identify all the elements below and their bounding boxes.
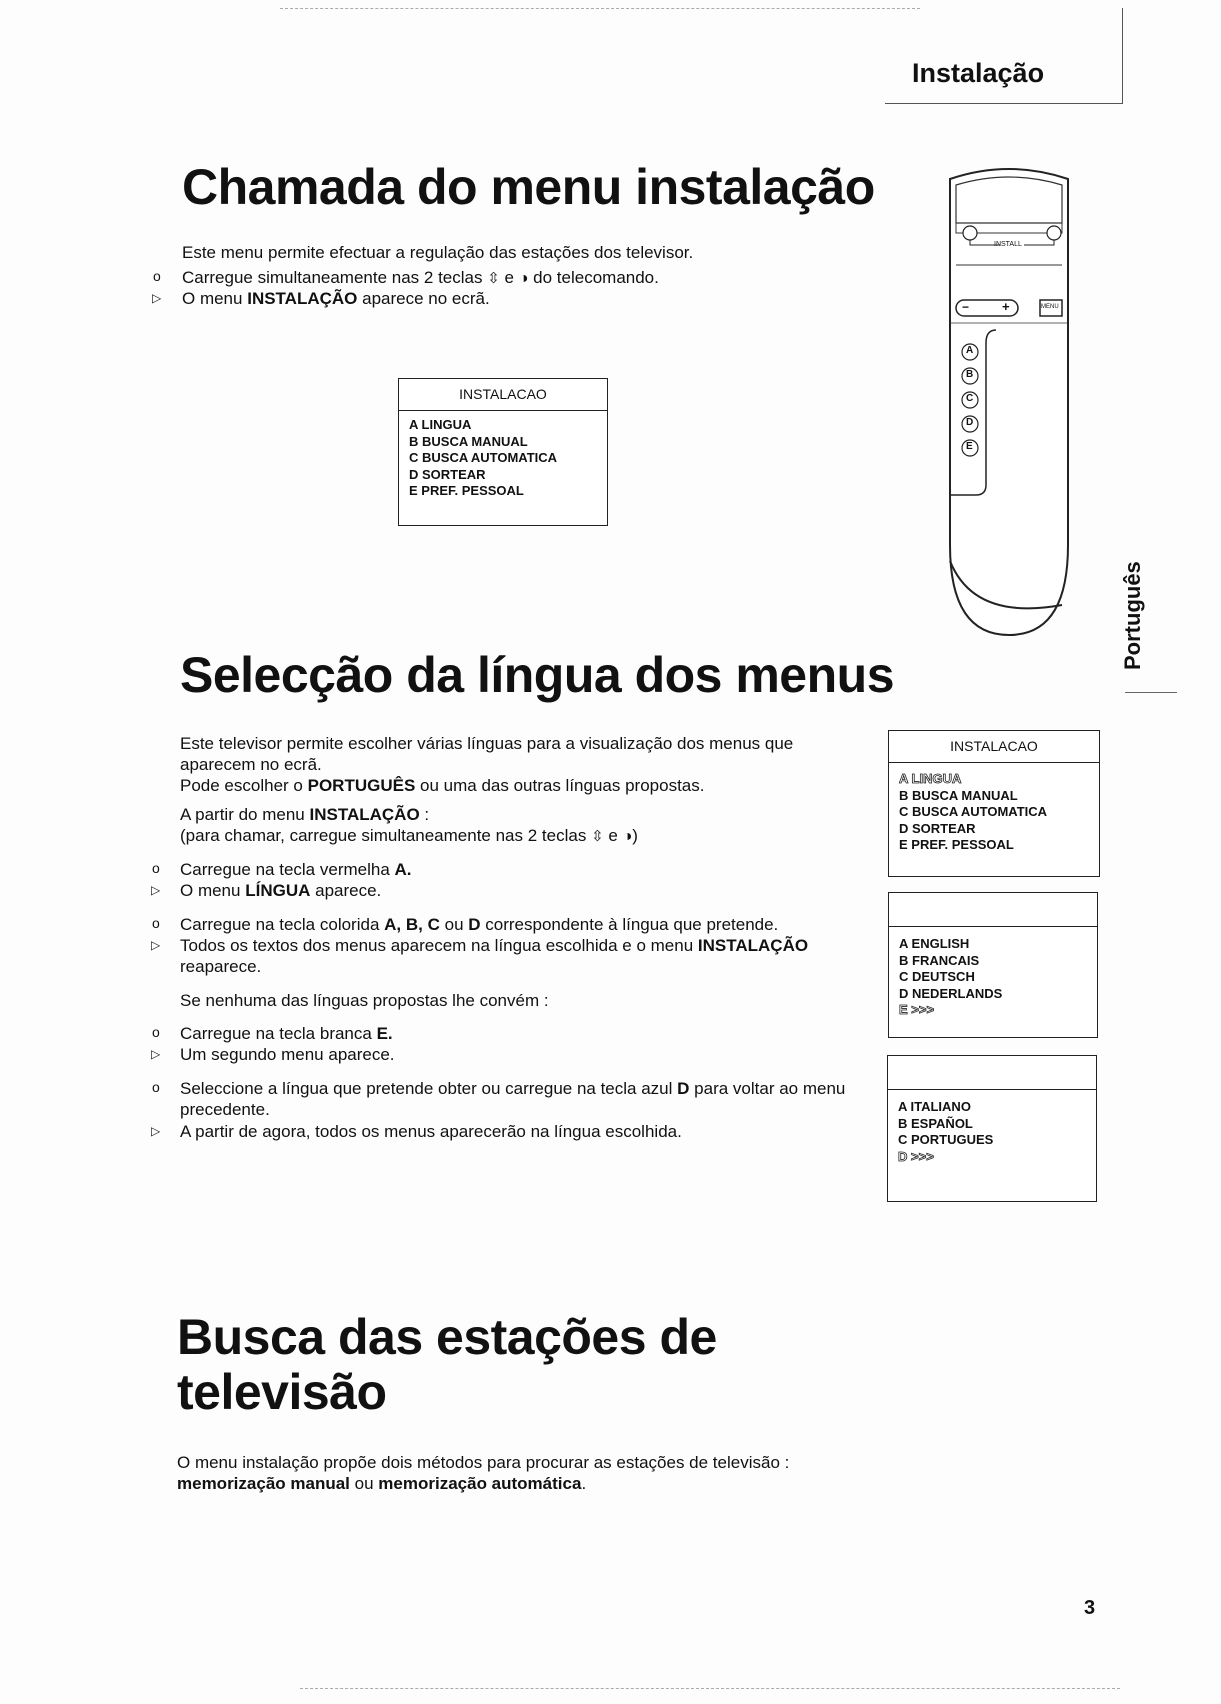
text: ) [632,826,638,845]
section1-heading: Chamada do menu instalação [182,159,875,215]
result-marker [151,937,171,952]
section2-step3 [180,1023,393,1044]
text: ou [354,1474,374,1493]
text-bold: INSTALAÇÃO [309,805,420,824]
section1-step1 [182,267,659,289]
language-menu-screen-2 [887,1055,1097,1202]
section2-step4 [180,1078,860,1120]
section2-p5: Se nenhuma das línguas propostas lhe convém : [180,991,549,1010]
text: reaparece. [180,957,262,976]
text: O menu instalação propõe dois métodos para procurar as estações de televisão : [177,1453,790,1472]
text-bold: D [677,1079,690,1098]
text: (para chamar, carregue simultaneamente nas 2 teclas [180,826,587,845]
section1-result1 [182,288,490,309]
section2-result2 [180,935,820,977]
menu-item: C PORTUGUES [898,1132,994,1147]
header-vertical-rule [1122,8,1123,104]
menu-item: A ENGLISH [899,936,970,951]
menu-item: A LINGUA [409,417,472,432]
section2-step2 [180,914,778,935]
section2-p3 [180,804,429,825]
remote-minus-key: − [962,300,970,314]
section3-p1 [177,1452,877,1494]
text-bold: D [468,915,481,934]
remote-control-drawing [944,165,1074,643]
remote-control-illustration [944,165,1074,643]
page-number: 3 [1084,1597,1096,1619]
menu-items [888,1090,1096,1165]
result-marker [152,290,172,305]
installation-menu-screen-2 [888,730,1100,877]
language-tab-label: Português [1120,561,1145,670]
text: Seleccione a língua que pretende obter ou carregue na tecla azul [180,1079,673,1098]
key-highlight: E [899,1002,908,1017]
remote-key-a: A [966,345,974,356]
text-bold: LÍNGUA [245,881,311,900]
language-menu-screen-1 [888,892,1098,1038]
text: Carregue na tecla colorida [180,915,380,934]
text-bold: E. [376,1024,393,1043]
section2-p2 [180,775,704,796]
header-title: Instalação [912,58,1045,88]
result-marker [151,1046,171,1061]
text-bold: A, B, C [384,915,440,934]
language-side-tab [1120,540,1160,690]
section2-p4 [180,825,638,847]
step-marker [152,915,172,931]
menu-item: C BUSCA AUTOMATICA [409,450,558,465]
menu-item: D SORTEAR [409,466,486,482]
menu-item: C DEUTSCH [899,969,975,984]
text: . [581,1474,587,1493]
step-marker [152,1024,172,1040]
text: do telecomando. [533,268,659,287]
menu-title: INSTALACAO [889,731,1099,763]
more-arrows-icon: >>> [911,1002,935,1017]
step-marker [152,860,172,876]
menu-items [889,763,1099,854]
text-bold: INSTALAÇÃO [697,936,809,955]
text-bold: memorização automática [378,1474,582,1493]
scan-edge-top [280,8,920,9]
install-key-icon: ⇳ [591,828,604,845]
text: correspondente à língua que pretende. [485,915,779,934]
result-marker [151,882,171,897]
header-rule [885,103,1123,104]
menu-item-more [899,1002,1097,1019]
text: e [608,826,618,845]
text: para voltar ao menu precedente. [180,1079,846,1119]
remote-plus-key: + [1002,299,1010,314]
remote-menu-key: MENU [1041,304,1059,310]
menu-items [399,411,607,500]
text: Pode escolher o [180,776,303,795]
menu-item: D NEDERLANDS [899,985,1003,1001]
menu-item: B BUSCA MANUAL [409,433,528,449]
text: O menu [182,289,243,308]
section2-result1 [180,880,381,901]
menu-item: B BUSCA MANUAL [899,787,1018,803]
menu-items [889,927,1097,1019]
text: Todos os textos dos menus aparecem na língua escolhida e o menu [180,936,694,955]
result-marker [151,1123,171,1138]
remote-install-label: INSTALL [994,241,1022,248]
more-arrows-icon: >>> [911,1148,934,1164]
section2-step1 [180,859,412,880]
remote-key-b: B [966,369,974,380]
text: aparece. [315,881,382,900]
text: A partir do menu [180,805,305,824]
menu-title: INSTALACAO [399,379,607,411]
section2-heading: Selecção da língua dos menus [180,647,895,703]
text: Carregue na tecla branca [180,1024,372,1043]
key-highlight: D [898,1148,908,1164]
text: ou uma das outras línguas propostas. [420,776,705,795]
installation-menu-screen [398,378,608,526]
menu-item: B FRANCAIS [899,952,980,968]
text: : [424,805,430,824]
heading-line: Busca das estações de [177,1309,717,1365]
text-bold: INSTALAÇÃO [247,289,358,308]
text: aparece no ecrã. [362,289,490,308]
text: Carregue simultaneamente nas 2 teclas [182,268,483,287]
install-key-icon: ⇳ [487,270,500,287]
menu-item: D SORTEAR [899,820,976,836]
section2-result3: Um segundo menu aparece. [180,1045,395,1064]
menu-item: E PREF. PESSOAL [899,837,1014,852]
tab-rule [1125,692,1177,693]
menu-item: E PREF. PESSOAL [409,483,524,498]
install-key-icon-2: ◑ [622,828,633,845]
text-bold: A. [394,860,412,879]
section2-result4: A partir de agora, todos os menus aparecerão na língua escolhida. [180,1122,682,1141]
text: ou [444,915,464,934]
text-bold: PORTUGUÊS [307,776,416,795]
menu-title-empty [888,1056,1096,1090]
section1-intro: Este menu permite efectuar a regulação das estações dos televisor. [182,243,694,262]
section2-p1: Este televisor permite escolher várias línguas para a visualização dos menus que aparecem no ecrã. [180,734,794,774]
text-line [177,1473,877,1494]
menu-title-empty [889,893,1097,927]
install-key-icon-2: ◑ [518,270,529,287]
step-marker [152,1079,172,1095]
step-marker [153,268,173,284]
remote-key-d: D [966,417,974,428]
text-bold: memorização manual [177,1474,350,1493]
scan-edge-bottom [300,1688,1120,1689]
section3-heading [177,1310,717,1420]
remote-key-e: E [966,441,973,452]
menu-item: B ESPAÑOL [898,1115,973,1131]
menu-item: A ITALIANO [898,1099,971,1114]
text: O menu [180,881,241,900]
heading-line: televisão [177,1364,387,1420]
remote-key-c: C [966,393,974,404]
text: Carregue na tecla vermelha [180,860,390,879]
menu-item-more [898,1149,1096,1166]
text: e [504,268,515,287]
menu-item: C BUSCA AUTOMATICA [899,804,1048,819]
menu-item-highlight: A LINGUA [899,771,962,786]
